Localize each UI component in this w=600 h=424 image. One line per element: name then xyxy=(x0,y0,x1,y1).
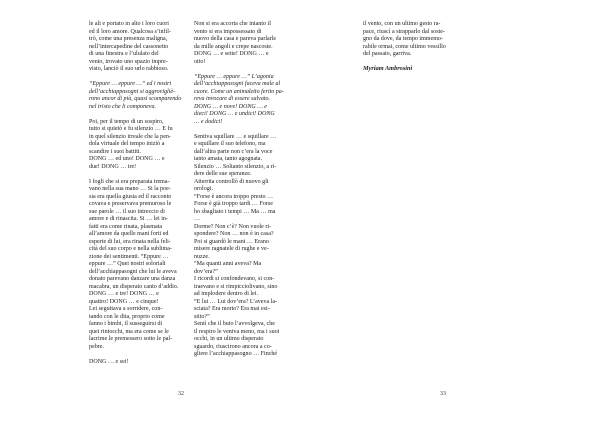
text-line: da mille angoli e crepe nascoste. xyxy=(194,43,273,50)
text-line: macabra, un disperato canto d’addio. xyxy=(89,283,179,290)
text-line: zione dei sentimenti. “Eppure … xyxy=(89,253,169,260)
text-line: ho sbagliato i tempi … Ma … ma xyxy=(194,208,276,215)
text-line: il vento, con un ultimo gesto ra- xyxy=(363,21,441,27)
text-line: nuovo della casa e pareva parlarle xyxy=(194,36,277,42)
text-line: fatti era come rinata, plasmata xyxy=(89,223,163,230)
paragraph xyxy=(363,21,449,59)
text-line: covava e preservava premuroso le xyxy=(89,201,172,207)
text-line: Atterrita controllò di nuovo gli xyxy=(194,178,269,185)
right-page-column xyxy=(363,21,449,72)
text-line: dell’acchiappasogni che lui le aveva xyxy=(89,268,177,275)
text-line: quattro! DONG … e cinque! xyxy=(89,298,159,305)
text-line: cità del suo corpo e nella sublima- xyxy=(89,246,172,252)
paragraph xyxy=(194,21,286,66)
text-line: Silenzio … Soltanto silenzio, a ri- xyxy=(194,163,277,170)
text-line: sciata? Era morto? Era mai esi- xyxy=(194,306,270,312)
text-line: scandire i suoi battiti. xyxy=(89,148,142,155)
text-line: pace, riuscì a strapparlo dal soste- xyxy=(363,28,445,35)
text-line: sue parole … il suo intreccio di xyxy=(89,208,165,215)
text-line: tando con le dita, proprio come xyxy=(89,313,165,320)
text-line: misere ragnatele di rughe e ve- xyxy=(194,246,269,252)
text-line: dov’era?” xyxy=(194,268,218,275)
text-line: vento si era impossessato di xyxy=(194,28,262,35)
text-line: eppure …” Quei nostri soloriali xyxy=(89,261,166,267)
text-line: “Eppure … eppure …” L’agonia xyxy=(194,73,274,80)
text-line: otto! xyxy=(194,58,206,65)
paragraph xyxy=(194,134,286,359)
text-line: esperte di lui, era rinata nella feli- xyxy=(89,238,171,245)
text-line: dell’acchiappasogni si aggrovigliè- xyxy=(89,88,176,95)
text-line: stito?” xyxy=(194,313,210,320)
text-line: DONG … e tre! DONG … e xyxy=(89,291,159,297)
text-line: spondere? Non … non è in casa? xyxy=(194,231,274,237)
text-line: reva invocare di essere salvato. xyxy=(194,96,271,102)
text-line: pebre. xyxy=(89,343,104,350)
text-line: gliere l’acchiappasogno … Finché xyxy=(194,351,278,357)
text-line: in quel silenzio irreale che la pen- xyxy=(89,133,171,140)
text-line: sia era quella giusta ed il racconto xyxy=(89,193,172,200)
page-number-right: 33 xyxy=(440,391,446,397)
text-line: nuzze. xyxy=(194,253,210,260)
text-line: quei rintocchi, ma era come se le xyxy=(89,328,169,335)
text-line: lacrime le premessero sotto le pal- xyxy=(89,336,173,342)
text-line: Poi, per il tempo di un sospiro, xyxy=(89,118,164,125)
text-line: dieci! DONG … e undici! DONG xyxy=(194,111,275,117)
text-line: dell’acchiappasogni faceva male al xyxy=(194,81,281,87)
text-line: il respiro le veniva meno, ma i suoi xyxy=(194,328,280,335)
paragraph xyxy=(89,119,179,172)
text-line: Sentiva squillare … e squillare … xyxy=(194,133,277,140)
text-line: Dorme? Non c’è? Non vuole ri- xyxy=(194,223,272,230)
author-signature: Myriam Ambrosini xyxy=(363,64,413,72)
text-line: traevano e si rimpicciolivano, sino xyxy=(194,283,278,290)
text-line: donato parevano danzare una danza xyxy=(89,276,176,282)
text-line: ed il loro amore. Qualcosa s’infil- xyxy=(89,28,171,35)
text-line: … e dodici! xyxy=(194,118,223,125)
text-line: orologi. xyxy=(194,186,213,192)
page-number-left: 32 xyxy=(178,391,184,397)
text-line: visto, lanciò il suo urlo rabbioso. xyxy=(89,66,169,72)
paragraph xyxy=(89,21,179,74)
text-line: tanto amata, tanto agognata. xyxy=(194,156,263,162)
left-page-column-2 xyxy=(194,21,286,359)
text-line: vano nella sua mano … Si la poe- xyxy=(89,186,171,192)
text-line: gno da dove, da tempo immemo- xyxy=(363,36,443,42)
text-line: I fogli che si era preparata trema- xyxy=(89,178,170,185)
text-line: nell’intercapedine del cassonetto xyxy=(89,43,169,50)
text-line: Forse è già troppo tardi … Forse xyxy=(194,201,273,207)
text-line: trò, come una presenza maligna, xyxy=(89,36,168,42)
text-line: “E lui … Lui dov’era? L’aveva la- xyxy=(194,298,278,305)
text-line: Non si era accorta che intanto il xyxy=(194,21,271,27)
text-line: sguardo, riuscirono ancora a co- xyxy=(194,343,272,350)
text-line: amore e di rinascita. Si … lei in- xyxy=(89,216,168,222)
text-line: occhi, in un ultimo disperato xyxy=(194,336,264,342)
text-line: DONG … e nove! DONG … e xyxy=(194,103,267,110)
text-line: DONG … e sei! xyxy=(89,358,129,365)
text-line: del passato, garriva. xyxy=(363,51,412,57)
text-line: dola virtuale del tempo iniziò a xyxy=(89,141,165,147)
text-line: fanno i bimbi, il susseguirsi di xyxy=(89,321,163,327)
left-page-column-1 xyxy=(89,21,182,366)
text-line: tutto si quietò e fu silenzio … E fu xyxy=(89,126,173,132)
text-line: Sentì che il buio l’avvolgeva, che xyxy=(194,321,275,327)
text-line: “Forse è ancora troppo presto … xyxy=(194,193,274,200)
paragraph xyxy=(89,81,182,111)
paragraph xyxy=(194,74,286,127)
text-line: di una finestra e l’ululato del xyxy=(89,51,159,57)
text-line: cuore. Come un animaletto ferito pa- xyxy=(194,88,284,95)
text-line: I ricordi si confondevano, si con- xyxy=(194,276,275,282)
text-line: … xyxy=(194,216,201,222)
paragraph xyxy=(89,179,179,352)
text-line: rono ancor di più, quasi scomparendo xyxy=(89,96,182,102)
text-line: rabile ormai, come ultimo vessillo xyxy=(363,43,446,50)
text-line: vento, trovato uno spazio impre- xyxy=(89,58,168,65)
text-line: dall’altra parte non c’era la voce xyxy=(194,148,273,155)
paragraph xyxy=(89,359,179,367)
text-line: DONG … e sette! DONG … e xyxy=(194,51,269,57)
text-line: Lei seguitava a sorridere, con- xyxy=(89,306,163,312)
text-line: ad implodere dentro di lei. xyxy=(194,291,258,297)
right-page-text xyxy=(363,21,449,59)
text-line: nel tristo che li componeva. xyxy=(89,103,157,110)
text-line: “Ma quanti anni aveva? Ma xyxy=(194,261,262,267)
text-line: le ali e portato in alto i loro cuori xyxy=(89,21,169,27)
text-line: Poi si guardò le mani … Erano xyxy=(194,238,269,245)
text-line: DONG … ed uno! DONG … e xyxy=(89,156,165,162)
text-line: due! DONG … tre! xyxy=(89,163,137,170)
text-line: dere delle sue speranze. xyxy=(194,171,252,177)
text-line: all’amore da quelle mani forti ed xyxy=(89,231,169,237)
text-line: e squillare il suo telefono, ma xyxy=(194,141,266,147)
text-line: “Eppure … eppure …” ed i nostri xyxy=(89,81,172,87)
